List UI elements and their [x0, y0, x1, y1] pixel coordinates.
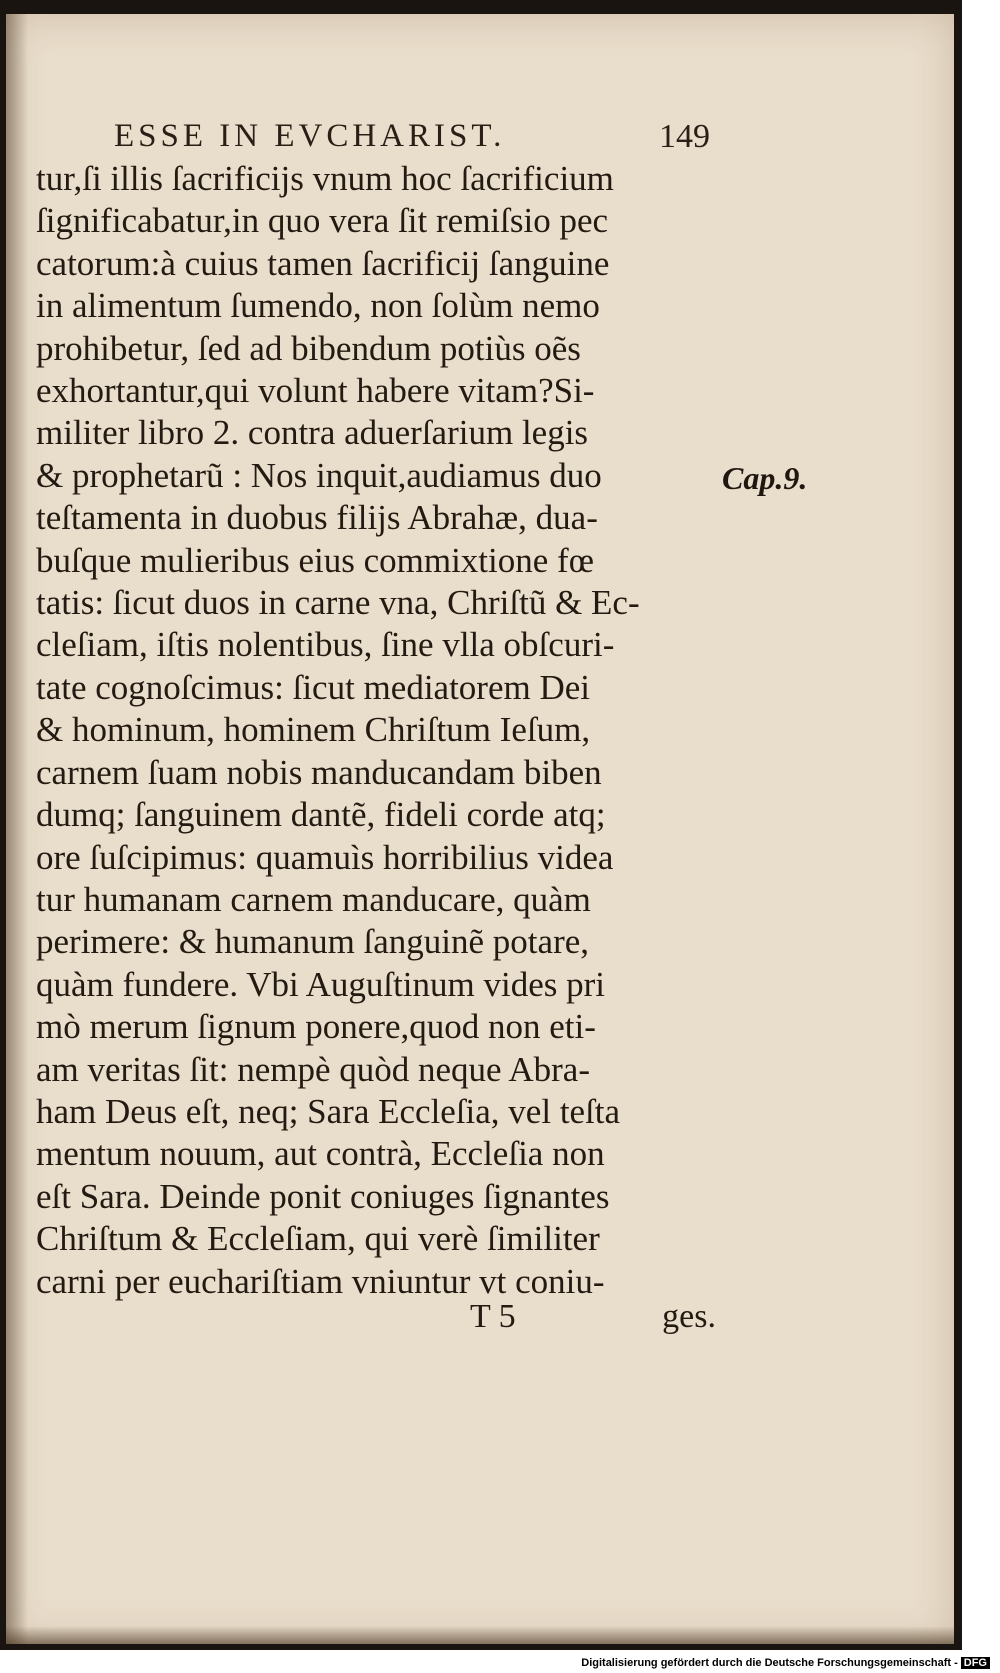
running-title: ESSE IN EVCHARIST. [114, 118, 506, 154]
text-line: mò merum ſignum ponere,quod non eti- [36, 1007, 596, 1047]
text-line: Chriſtum & Eccleſiam, qui verè ſimiliter [36, 1219, 600, 1259]
text-line: prohibetur, ſed ad bibendum potiùs oẽs [36, 328, 581, 368]
text-line: militer libro 2. contra aduerſarium legis [36, 413, 589, 453]
body-text [36, 158, 716, 1303]
text-line: ham Deus eſt, neq; Sara Eccleſia, vel teſta [36, 1091, 621, 1131]
text-line: carnem ſuam nobis manducandam biben [36, 752, 602, 792]
text-line: & hominum, hominem Chriſtum Ieſum, [36, 710, 591, 750]
text-line: dumq; ſanguinem dantẽ, fideli corde atq; [36, 795, 606, 835]
text-line: tatis: ſicut duos in carne vna, Chriſtũ & Ec- [36, 583, 640, 623]
text-line: ſignificabatur,in quo vera ſit remiſsio pec [36, 201, 609, 241]
text-line: in alimentum ſumendo, non ſolùm nemo [36, 286, 600, 326]
text-line: cleſiam, iſtis nolentibus, ſine vlla obſcuri- [36, 625, 615, 665]
text-line: perimere: & humanum ſanguinẽ potare, [36, 922, 590, 962]
text-line: eſt Sara. Deinde ponit coniuges ſignantes [36, 1176, 610, 1216]
signature-mark: T 5 [470, 1298, 516, 1335]
text-line: buſque mulieribus eius commixtione fœ [36, 540, 594, 580]
page-bottom-edge [6, 1626, 954, 1644]
text-line: catorum:à cuius tamen ſacrificij ſanguine [36, 243, 610, 283]
dfg-logo: DFG [961, 1657, 990, 1669]
footer-text: Digitalisierung gefördert durch die Deutsche Forschungsgemeinschaft - [581, 1657, 958, 1669]
text-line: teſtamenta in duobus filijs Abrahæ, dua- [36, 498, 598, 538]
gutter-shadow [6, 14, 28, 1644]
text-line: tur humanam carnem manducare, quàm [36, 879, 591, 919]
text-line: quàm fundere. Vbi Auguſtinum vides pri [36, 964, 606, 1004]
text-line: am veritas ſit: nempè quòd neque Abra- [36, 1049, 591, 1089]
text-line: tate cognoſcimus: ſicut mediatorem Dei [36, 667, 591, 707]
text-line: mentum nouum, aut contrà, Eccleſia non [36, 1134, 605, 1174]
catchword: ges. [662, 1298, 716, 1335]
digitization-footer [581, 1657, 990, 1669]
page-number: 149 [659, 118, 710, 155]
text-line: & prophetarũ : Nos inquit,audiamus duo [36, 455, 602, 495]
marginal-note: Cap.9. [722, 460, 808, 496]
running-head [114, 118, 710, 162]
text-line: ore ſuſcipimus: quamuìs horribilius videa [36, 837, 614, 877]
text-line: exhortantur,qui volunt habere vitam?Si- [36, 371, 595, 411]
text-line: tur,ſi illis ſacrificijs vnum hoc ſacrificium [36, 159, 614, 198]
text-line: carni per euchariſtiam vniuntur vt coniu- [36, 1261, 605, 1301]
